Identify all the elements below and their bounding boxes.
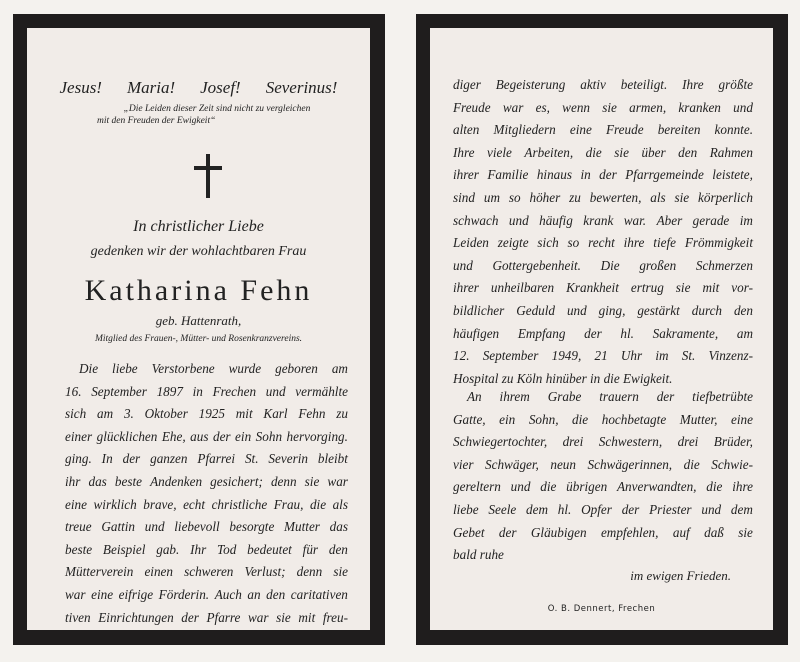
biography-line: sich am 3. Oktober 1925 mit Karl Fehn zu [65, 406, 348, 422]
invocation-severinus: Severinus! [265, 78, 338, 97]
biography-line: treue Gattin und liebevoll besorgte Mutter das [65, 519, 348, 535]
mourners-line: Gatte, ein Sohn, die hochbetagte Mutter, eine [453, 411, 753, 427]
biography-line: ihr das beste Andenken gesichert; denn sie war [65, 473, 348, 489]
birth-name: geb. Hattenrath, [155, 313, 242, 328]
memorial-card-right-page [416, 14, 788, 645]
invocation-jesus: Jesus! [59, 78, 102, 97]
biography-line: eine wirklich brave, echt christliche Frau, die als [65, 496, 348, 512]
biography-continued-line: Hospital zu Köln hinüber in die Ewigkeit. [453, 370, 673, 386]
biography-continued-line: sind um so höher zu bewerten, als sie körperlich [453, 189, 753, 205]
biography-line: ging. In der ganzen Pfarrei St. Severin bleibt [65, 451, 348, 467]
biography-continued-line: ihrer unheilbaren Krankheit ertrug sie mit vor- [453, 280, 753, 296]
biography-continued-line: häufigen Empfang der hl. Sakramente, am [453, 325, 753, 341]
motto-line-1: „Die Leiden dieser Zeit sind nicht zu vergleichen [123, 104, 311, 114]
cross-icon [194, 154, 222, 198]
printer-credit: O. B. Dennert, Frechen [547, 604, 656, 614]
biography-continued-line: Leiden zeigte sich so recht ihre tiefe Frömmigkeit [453, 235, 753, 251]
intro-heading: In christlicher Liebe [133, 218, 264, 235]
intro-subheading: gedenken wir der wohlachtbaren Frau [90, 244, 307, 259]
mourners-line: An ihrem Grabe trauern der tiefbetrübte [467, 389, 753, 404]
biography-continued-line: diger Begeisterung aktiv beteiligt. Ihre größte [453, 77, 753, 92]
biography-line: Die liebe Verstorbene wurde geboren am [79, 361, 348, 376]
biography-continued-line: bildlicher Geduld und ging, gestärkt durch den [453, 302, 753, 318]
biography-line: einer glücklichen Ehe, aus der ein Sohn hervorging. [65, 428, 348, 444]
biography-continued-line: Freude war es, wenn sie armen, kranken und [453, 99, 753, 115]
biography-line: beste Beispiel gab. Ihr Tod bedeutet für den [65, 541, 348, 557]
biography-line: war eine eifrige Förderin. Auch an den caritativen [65, 586, 348, 602]
memorial-card-left-page [13, 14, 385, 645]
biography-text [65, 358, 348, 629]
right-page-paper [430, 28, 773, 630]
mourners-line: bald ruhe [453, 547, 504, 563]
mourners-text [453, 386, 753, 567]
biography-continued-text [453, 74, 753, 390]
biography-line: 16. September 1897 in Frechen und vermählte [65, 383, 348, 399]
biography-line: tiven Einrichtungen der Pfarre war sie mit freu- [65, 609, 348, 625]
motto-line-2: mit den Freuden der Ewigkeit“ [97, 116, 216, 126]
biography-continued-line: schwach und häufig krank war. Aber gerade im [453, 212, 753, 228]
motto-quote [97, 103, 337, 127]
biography-line: Mütterverein einen schweren Verlust; denn sie [65, 564, 348, 580]
membership-note: Mitglied des Frauen-, Mütter- und Rosenkranzvereins. [94, 334, 303, 344]
mourners-line: vier Schwäger, neun Schwägerinnen, die Schwie- [453, 456, 753, 472]
left-page-paper [27, 28, 370, 630]
mourners-line: Schwiegertochter, drei Schwestern, drei Brüder, [453, 434, 753, 450]
biography-continued-line: und Gottergebenheit. Die großen Schmerzen [453, 257, 753, 273]
biography-continued-line: 12. September 1949, 21 Uhr im St. Vinzenz- [453, 348, 753, 364]
mourners-line: gereltern und die übrigen Anverwandten, die ihre [453, 479, 753, 495]
biography-continued-line: Ihre viele Arbeiten, die sie über den Rahmen [453, 144, 753, 160]
biography-continued-line: alten Mitgliedern eine Freude bereiten konnte. [453, 122, 753, 138]
invocation-maria: Maria! [126, 78, 176, 97]
invocation-line [27, 78, 370, 98]
mourners-line: Gebet der Gläubigen empfehlen, auf daß sie [453, 524, 753, 540]
invocation-josef: Josef! [200, 78, 241, 97]
mourners-line: liebe Seele dem hl. Opfer der Priester und dem [453, 501, 753, 517]
deceased-name: Katharina Fehn [84, 274, 313, 307]
closing-phrase: im ewigen Frieden. [630, 568, 731, 583]
biography-continued-line: ihrer Familie hinaus in der Pfarrgemeinde leistete, [453, 167, 753, 183]
